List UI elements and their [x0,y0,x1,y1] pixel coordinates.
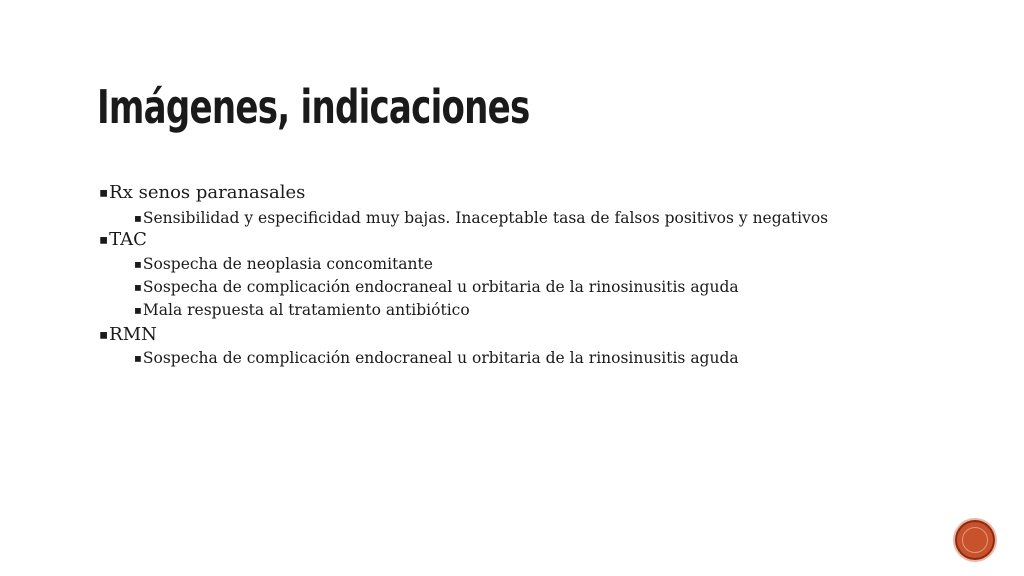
bullet-icon: ▪ [134,257,142,272]
section-heading-label: Rx senos paranasales [109,182,306,203]
section-heading-tac [99,228,147,253]
list-item [134,299,470,322]
list-item-label: Sospecha de neoplasia concomitante [142,255,433,273]
bullet-icon: ▪ [134,211,142,226]
list-item [134,276,739,299]
bullet-icon: ▪ [134,351,142,366]
list-item-label: Sospecha de complicación endocraneal u orbitaria de la rinosinusitis aguda [142,278,739,296]
bullet-icon: ▪ [99,326,109,343]
section-heading-label: TAC [109,229,147,250]
bullet-icon: ▪ [134,303,142,318]
section-heading-label: RMN [109,324,157,345]
bullet-icon: ▪ [99,231,109,248]
list-item-label: Sospecha de complicación endocraneal u orbitaria de la rinosinusitis aguda [142,349,739,367]
bullet-icon: ▪ [99,184,109,201]
section-heading-rmn [99,323,157,348]
list-item-label: Sensibilidad y especificidad muy bajas. Inaceptable tasa de falsos positivos y negativos [142,209,829,227]
decorative-circle-icon [957,522,993,558]
list-item [134,253,433,276]
list-item [134,207,828,230]
list-item-label: Mala respuesta al tratamiento antibiótico [142,301,470,319]
slide-title: Imágenes, indicaciones [97,80,530,134]
bullet-icon: ▪ [134,280,142,295]
section-heading-rx [99,181,305,206]
list-item [134,347,739,370]
